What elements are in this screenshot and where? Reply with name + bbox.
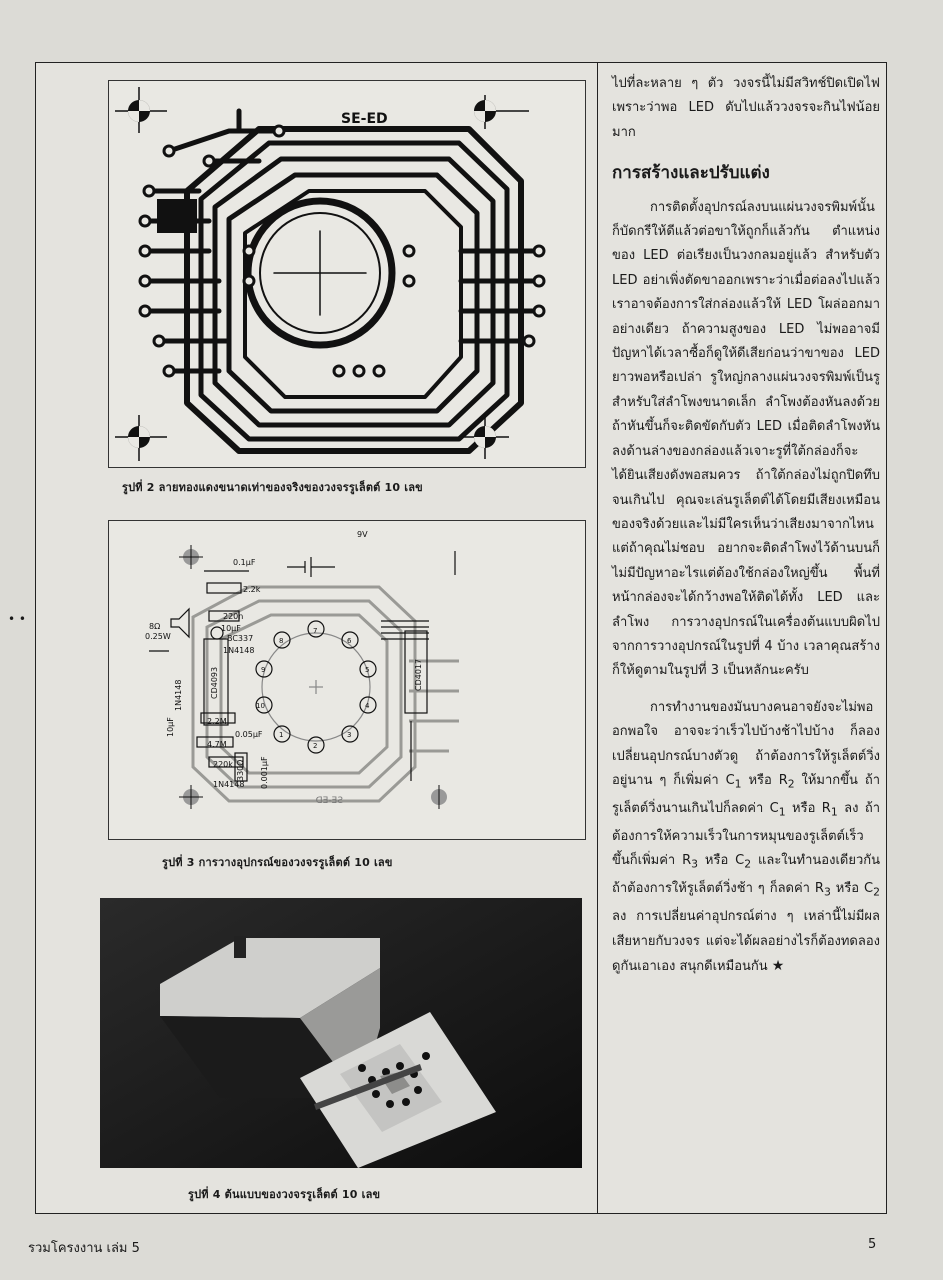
led-number-6: 6	[347, 637, 352, 645]
figure-3-component-placement	[108, 520, 586, 840]
label-ic-cd4017: CD4017	[414, 658, 423, 691]
label-transistor: BC337	[227, 634, 254, 643]
label-diode-c: 1N4148	[213, 780, 245, 789]
figure-4-prototype-photo	[100, 898, 582, 1168]
figure-2-caption: รูปที่ 2 ลายทองแดงขนาดเท่าของจริงของวงจรรูเล็ตต์ 10 เลข	[122, 481, 423, 494]
label-r-330: 330Ω	[236, 759, 245, 781]
label-c-220n: 220n	[223, 612, 244, 621]
column-divider	[597, 62, 598, 1214]
label-r-4-7m: 4.7M	[207, 740, 227, 749]
led-number-4: 4	[365, 702, 370, 710]
figure-4-caption: รูปที่ 4 ต้นแบบของวงจรรูเล็ตต์ 10 เลข	[188, 1188, 381, 1201]
pcb-copper-drawing	[109, 81, 585, 467]
end-star-icon: ★	[771, 958, 785, 975]
label-r-2-2k: 2.2k	[243, 585, 261, 594]
figure-3-caption: รูปที่ 3 การวางอุปกรณ์ของวงจรรูเล็ตต์ 10 เลข	[162, 856, 393, 869]
led-number-10: 10	[256, 702, 265, 710]
led-number-9: 9	[261, 666, 266, 674]
led-number-1b: 1	[279, 731, 284, 739]
label-c-10uf-b: 10μF	[166, 717, 175, 737]
footer-book-title: รวมโครงงาน เล่ม 5	[28, 1241, 140, 1256]
section-heading: การสร้างและปรับแต่ง	[612, 163, 770, 184]
label-r-2-2m: 2.2M	[207, 717, 227, 726]
label-ic-cd4093: CD4093	[210, 666, 219, 699]
label-battery: 9V	[357, 530, 368, 539]
led-number-5: 5	[365, 666, 370, 674]
article-column	[612, 72, 880, 980]
led-number-1: 7	[313, 627, 318, 635]
component-layout-drawing	[109, 521, 585, 839]
led-number-2: 2	[313, 742, 318, 750]
pcb-brand-label: SE-ED	[341, 111, 388, 127]
prototype-photo-drawing	[100, 898, 582, 1168]
article-paragraph-tuning: การทำงานของมันบางคนอาจยังจะไม่พออกพอใจ อาจจะว่าเร็วไปบ้างช้าไปบ้าง ก็ลองเปลี่ยนอุปกรณ์บางตัวดู ถ้าต้องการให้รูเล็ตต์วิ่งอยู่นาน ๆ ก็เพิ่มค่า $C_1$ หรือ $R_2$ ให้มากขึ้น ถ้ารูเล็ตต์วิ่งนานเกินไปก็ลดค่า $C_1$ หรือ $R_1$ ลง ถ้าต้องการให้ความเร็วในการหมุนของรูเล็ตต์เร็วขึ้นก็เพิ่มค่า $R_3$ หรือ $C_2$ และในทำนองเดียวกันถ้าต้องการให้รูเล็ตต์วิ่งช้า ๆ ก็ลดค่า $R_3$ หรือ $C_2$ ลง การเปลี่ยนค่าอุปกรณ์ต่าง ๆ เหล่านี้ไม่มีผลเสียหายกับวงจร แต่จะได้ผลอย่างไรก็ต้องทดลองดูกันเอาเอง สนุกดีเหมือนกัน ★	[612, 699, 881, 975]
label-speaker-ohm: 8Ω	[149, 622, 161, 631]
margin-dots: • •	[8, 612, 26, 626]
page-number: 5	[868, 1237, 877, 1252]
label-c-0-05uf: 0.05μF	[235, 730, 263, 739]
article-paragraph-continuation: ไปที่ละหลาย ๆ ตัว วงจรนี้ไม่มีสวิทช์ปิดเปิดไฟเพราะว่าพอ LED ดับไปแล้ววงจรจะกินไฟน้อยมาก	[612, 76, 880, 140]
article-paragraph-build: การติดตั้งอุปกรณ์ลงบนแผ่นวงจรพิมพ์นั้นก็บัดกรีให้ดีแล้วต่อขาให้ถูกก็แล้วกัน ตำแหน่งของ LED ต่อเรียงเป็นวงกลมอยู่แล้ว สำหรับตัว LED อย่าเพิ่งตัดขาออกเพราะว่าเมื่อต่อลงไปแล้วเราอาจต้องการใส่กล่องแล้วให้ LED โผล่ออกมาอย่างเดียว ถ้าความสูงของ LED ไม่พออาจมีปัญหาได้เวลาซื้อก็ดูให้ดีเสียก่อนว่าขาของ LED ยาวพอหรือเปล่า รูใหญ่กลางแผ่นวงจรพิมพ์เป็นรูสำหรับใส่ลำโพงขนาดเล็ก ลำโพงต้องหันลงด้วยถ้าหันขึ้นก็จะติดขัดกับตัว LED เมื่อติดลำโพงหันลงด้านล่างของกล่องแล้วเจาะรูที่ใต้กล่องก็จะได้ยินเสียงดังพอสมควร ถ้าใต้กล่องไม่ถูกปิดทึบจนเกินไป คุณจะเล่นรูเล็ตต์ได้โดยมีเสียงเหมือนของจริงด้วยและไม่มีใครเห็นว่าเสียงมาจากไหน แต่ถ้าคุณไม่ชอบ อยากจะติดลำโพงไว้ด้านบนก็ไม่มีปัญหาอะไรแต่ต้องใช้กล่องใหญ่ขึ้น พื้นที่หน้ากล่องจะได้กว้างพอให้ติดได้ทั้ง LED และลำโพง การวางอุปกรณ์ในเครื่องต้นแบบผิดไปจากการวางอุปกรณ์ในรูปที่ 4 บ้าง เวลาคุณสร้างก็ให้ดูตามในรูปที่ 3 เป็นหลักนะครับ	[612, 199, 880, 679]
led-number-3: 3	[347, 731, 352, 739]
label-c-0-001uf: 0.001μF	[260, 756, 269, 789]
figure-2-pcb-layout	[108, 80, 586, 468]
label-c-10uf-a: 10μF	[221, 624, 241, 633]
label-diode-b: 1N4148	[174, 679, 183, 711]
label-r-220k: 220k	[213, 760, 233, 769]
led-number-8: 8	[279, 637, 284, 645]
label-speaker-watt: 0.25W	[145, 632, 171, 641]
label-c-0-1uf: 0.1μF	[233, 558, 256, 567]
mirror-brand: SE-ED	[315, 796, 343, 806]
label-diode-a: 1N4148	[223, 646, 255, 655]
